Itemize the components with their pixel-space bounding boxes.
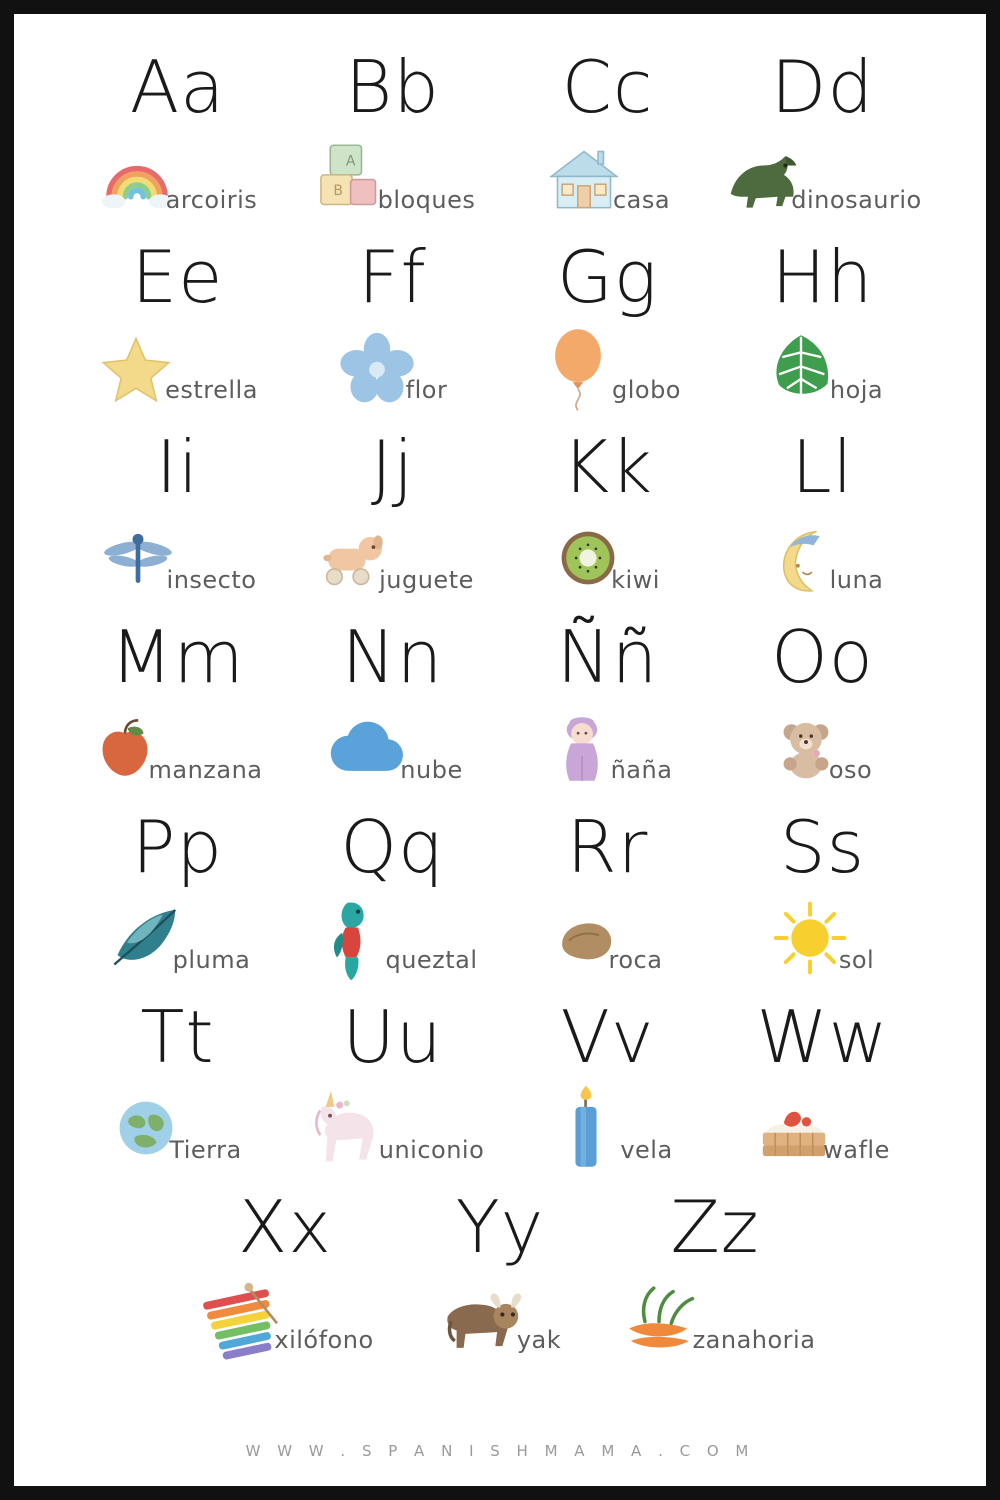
word-label: estrella — [165, 376, 258, 404]
quetzal-bird-icon — [307, 894, 395, 982]
svg-text:B: B — [332, 183, 343, 200]
letter-label: Ii — [155, 425, 200, 509]
alphabet-cell-l — [715, 425, 930, 618]
alphabet-cell-t — [70, 995, 285, 1188]
feather-icon — [105, 899, 183, 977]
alphabet-cell-s — [715, 805, 930, 998]
word-label: pluma — [172, 946, 251, 974]
alphabet-cell-g — [500, 235, 715, 428]
word-label: globo — [611, 376, 681, 404]
alphabet-cell-o — [715, 615, 930, 808]
word-label: queztal — [385, 946, 478, 974]
letter-label: Jj — [370, 425, 415, 509]
alphabet-cell-f — [285, 235, 500, 428]
unicorn-icon — [301, 1084, 389, 1172]
alphabet-row — [48, 45, 952, 238]
alphabet-cell-p — [70, 805, 285, 998]
letter-label: Nn — [341, 615, 444, 699]
toy-dog-icon — [311, 519, 389, 597]
dinosaur-icon — [723, 139, 801, 217]
alphabet-row — [48, 615, 952, 808]
balloon-icon — [534, 324, 622, 412]
letter-label: Uu — [342, 995, 443, 1079]
word-label: yak — [516, 1326, 562, 1354]
alphabet-cell-w — [715, 995, 930, 1188]
word-label: uniconio — [378, 1136, 485, 1164]
dragonfly-icon — [99, 519, 177, 597]
letter-label: Kk — [562, 425, 653, 509]
letter-label: Pp — [131, 805, 224, 889]
star-icon — [97, 329, 175, 407]
letter-label: Ww — [756, 995, 889, 1079]
alphabet-cell-r — [500, 805, 715, 998]
letter-label: Rr — [566, 805, 649, 889]
word-label: juguete — [379, 566, 474, 594]
word-label: sol — [838, 946, 875, 974]
letter-label: Xx — [238, 1185, 332, 1269]
alphabet-grid — [48, 45, 952, 1436]
letter-label: Ff — [358, 235, 427, 319]
word-label: zanahoria — [692, 1326, 816, 1354]
alphabet-cell-k — [500, 425, 715, 618]
letter-label: Vv — [560, 995, 655, 1079]
alphabet-cell-u — [285, 995, 500, 1188]
alphabet-cell-i — [70, 425, 285, 618]
leaf-icon — [762, 329, 840, 407]
footer-website: W W W . S P A N I S H M A M A . C O M — [245, 1442, 755, 1460]
word-label: manzana — [148, 756, 263, 784]
letter-label: Bb — [345, 45, 440, 129]
candle-icon — [542, 1084, 630, 1172]
alphabet-cell-v — [500, 995, 715, 1188]
alphabet-cell-b — [285, 45, 500, 238]
letter-label: Yy — [455, 1185, 545, 1269]
alphabet-row — [48, 995, 952, 1188]
word-label: luna — [829, 566, 884, 594]
letter-label: Hh — [771, 235, 874, 319]
alphabet-cell-q — [285, 805, 500, 998]
letter-label: Ss — [779, 805, 866, 889]
word-label: nube — [400, 756, 463, 784]
cloud-icon — [322, 704, 410, 792]
alphabet-row — [48, 425, 952, 618]
alphabet-cell-a — [70, 45, 285, 238]
letter-label: Ññ — [556, 615, 659, 699]
alphabet-cell-c — [500, 45, 715, 238]
word-label: flor — [405, 376, 448, 404]
moon-icon — [762, 519, 840, 597]
carrots-icon — [615, 1274, 703, 1362]
waffle-icon — [755, 1089, 833, 1167]
letter-label: Zz — [670, 1185, 760, 1269]
word-label: Tierra — [169, 1136, 242, 1164]
word-label: bloques — [377, 186, 476, 214]
alphabet-row — [48, 1185, 952, 1378]
alphabet-cell-e — [70, 235, 285, 428]
alphabet-cell-enye — [500, 615, 715, 808]
alphabet-cell-z — [608, 1185, 823, 1378]
letter-label: Dd — [770, 45, 875, 129]
letter-label: Oo — [771, 615, 874, 699]
letter-label: Qq — [340, 805, 445, 889]
word-label: insecto — [166, 566, 257, 594]
letter-label: Ll — [791, 425, 854, 509]
yak-icon — [439, 1274, 527, 1362]
alphabet-row — [48, 805, 952, 998]
flower-icon — [338, 329, 416, 407]
word-label: hoja — [829, 376, 884, 404]
sun-icon — [771, 899, 849, 977]
baby-icon — [543, 709, 621, 787]
letter-label: Mm — [110, 615, 245, 699]
word-label: roca — [608, 946, 663, 974]
alphabet-row — [48, 235, 952, 428]
house-icon — [545, 139, 623, 217]
word-label: vela — [620, 1136, 673, 1164]
alphabet-cell-d — [715, 45, 930, 238]
alphabet-cell-y — [393, 1185, 608, 1378]
letter-label: Ee — [131, 235, 224, 319]
word-label: oso — [828, 756, 873, 784]
word-label: arcoiris — [165, 186, 258, 214]
alphabet-cell-h — [715, 235, 930, 428]
alphabet-cell-n — [285, 615, 500, 808]
letter-label: Tt — [140, 995, 215, 1079]
letter-label: Gg — [557, 235, 658, 319]
word-label: dinosaurio — [791, 186, 922, 214]
rainbow-icon — [98, 139, 176, 217]
alphabet-cell-x — [178, 1185, 393, 1378]
word-label: ñaña — [610, 756, 673, 784]
xylophone-icon — [196, 1274, 284, 1362]
letter-label: Cc — [561, 45, 654, 129]
word-label: casa — [612, 186, 671, 214]
blocks-icon — [310, 139, 388, 217]
svg-text:A: A — [345, 153, 356, 170]
alphabet-cell-j — [285, 425, 500, 618]
word-label: wafle — [823, 1136, 890, 1164]
word-label: xilófono — [274, 1326, 374, 1354]
word-label: kiwi — [611, 566, 660, 594]
alphabet-cell-m — [70, 615, 285, 808]
letter-label: Aa — [129, 45, 226, 129]
